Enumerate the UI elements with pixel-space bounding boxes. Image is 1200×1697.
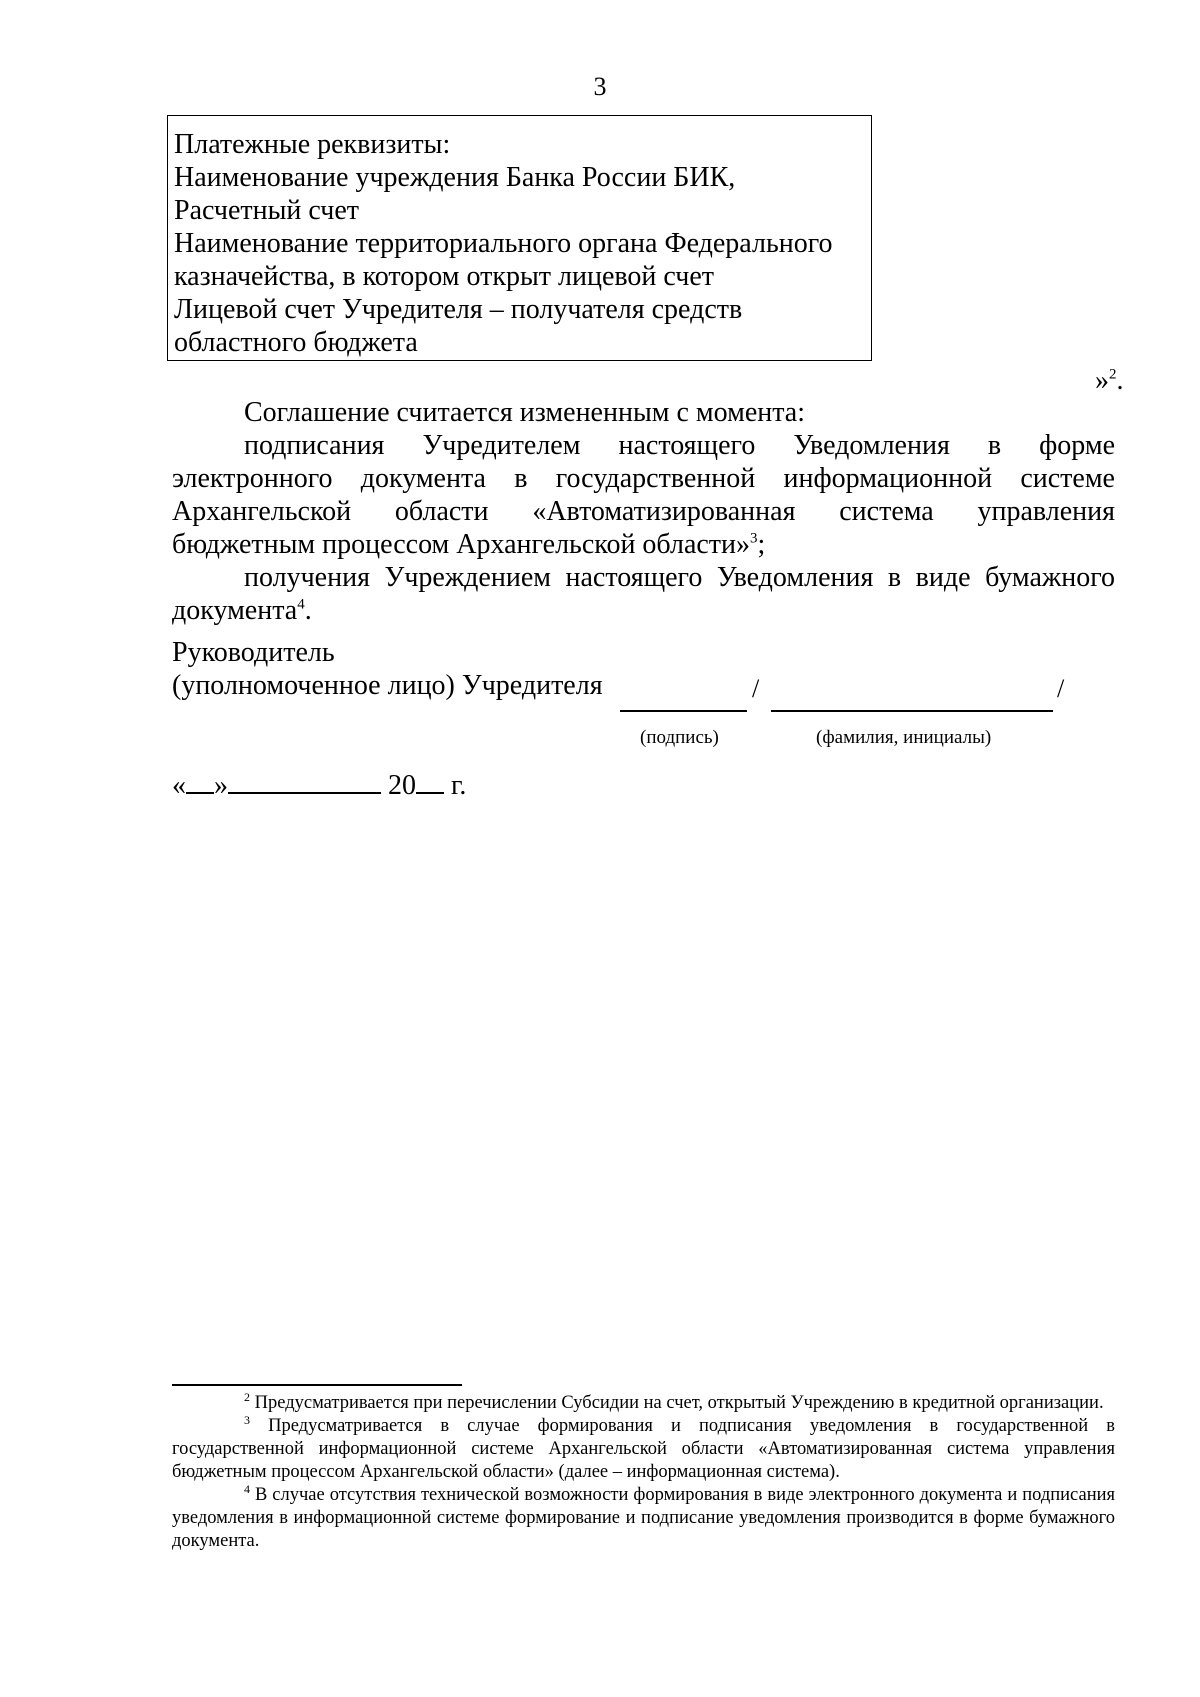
footnote-text: Предусматривается при перечислении Субсидии на счет, открытый Учреждению в кредитной организации. — [254, 1393, 1104, 1413]
closing-quote-period: . — [1116, 365, 1124, 396]
footnote-text: В случае отсутствия технической возможности формирования в виде электронного документа и подписания уведомления в информационной системе формирование и подписание уведомления производится в форме бумажного документа. — [172, 1485, 1115, 1551]
year-blank — [416, 770, 444, 794]
footnote-ref-3: 3 — [750, 530, 758, 547]
closing-quote-char: » — [1095, 365, 1109, 396]
footnote-number: 3 — [244, 1412, 250, 1427]
signature-role: (уполномоченное лицо) Учредителя — [172, 670, 603, 701]
condition-item-2 — [172, 561, 1115, 627]
year-suffix: г. — [444, 770, 467, 801]
date-line — [172, 770, 466, 802]
month-blank — [228, 770, 381, 794]
requisites-line: областного бюджета — [174, 327, 418, 358]
signature-block — [172, 636, 1115, 702]
condition-item-2-end: . — [304, 595, 312, 626]
footnote-ref-2: 2 — [1109, 366, 1117, 383]
requisites-line: Наименование территориального органа Федерального — [174, 228, 833, 259]
condition-item-2-text: получения Учреждением настоящего Уведомления в виде бумажного документа — [172, 562, 1115, 626]
requisites-line: Наименование учреждения Банка России БИК, — [174, 162, 736, 193]
condition-item-1 — [172, 429, 1115, 561]
requisites-line: казначейства, в котором открыт лицевой счет — [174, 261, 714, 292]
date-close-quote: » — [214, 770, 228, 801]
payment-requisites-box — [167, 115, 872, 361]
day-blank — [186, 770, 214, 794]
requisites-line: Платежные реквизиты: — [174, 129, 451, 160]
requisites-line: Расчетный счет — [174, 195, 360, 226]
page-number: 3 — [593, 72, 607, 101]
intro-paragraph: Соглашение считается измененным с момента: — [244, 397, 806, 428]
name-line — [771, 710, 1053, 712]
name-caption: (фамилия, инициалы) — [816, 727, 992, 748]
requisites-line: Лицевой счет Учредителя – получателя средств — [174, 294, 743, 325]
date-open-quote: « — [172, 770, 186, 801]
signature-title: Руководитель — [172, 637, 335, 668]
footnote-number: 2 — [244, 1389, 250, 1404]
footnotes — [172, 1389, 1115, 1553]
condition-item-1-end: ; — [757, 529, 766, 560]
footnote-text: Предусматривается в случае формирования и подписания уведомления в государственной в государственной информационной системе Архангельской области «Автоматизированная система управления бюджетным процессом Архангельской области» (далее – информационная система). — [172, 1416, 1115, 1482]
separator-slash: / — [752, 674, 760, 703]
signature-caption: (подпись) — [640, 727, 719, 748]
footnote-number: 4 — [244, 1481, 250, 1496]
year-prefix: 20 — [388, 770, 416, 801]
footnote-ref-4: 4 — [297, 596, 305, 613]
condition-item-1-text: подписания Учредителем настоящего Уведомления в форме электронного документа в государственной информационной системе Архангельской области «Автоматизированная система управления бюджетным процессом Архангельской области» — [172, 430, 1115, 560]
separator-slash: / — [1057, 674, 1065, 703]
agreement-text — [172, 396, 1115, 627]
footnote-separator — [172, 1384, 462, 1386]
signature-line — [620, 710, 747, 712]
footnote-3 — [172, 1412, 1115, 1484]
footnote-4 — [172, 1481, 1115, 1553]
closing-quote — [1095, 365, 1124, 397]
footnote-2 — [172, 1389, 1115, 1415]
